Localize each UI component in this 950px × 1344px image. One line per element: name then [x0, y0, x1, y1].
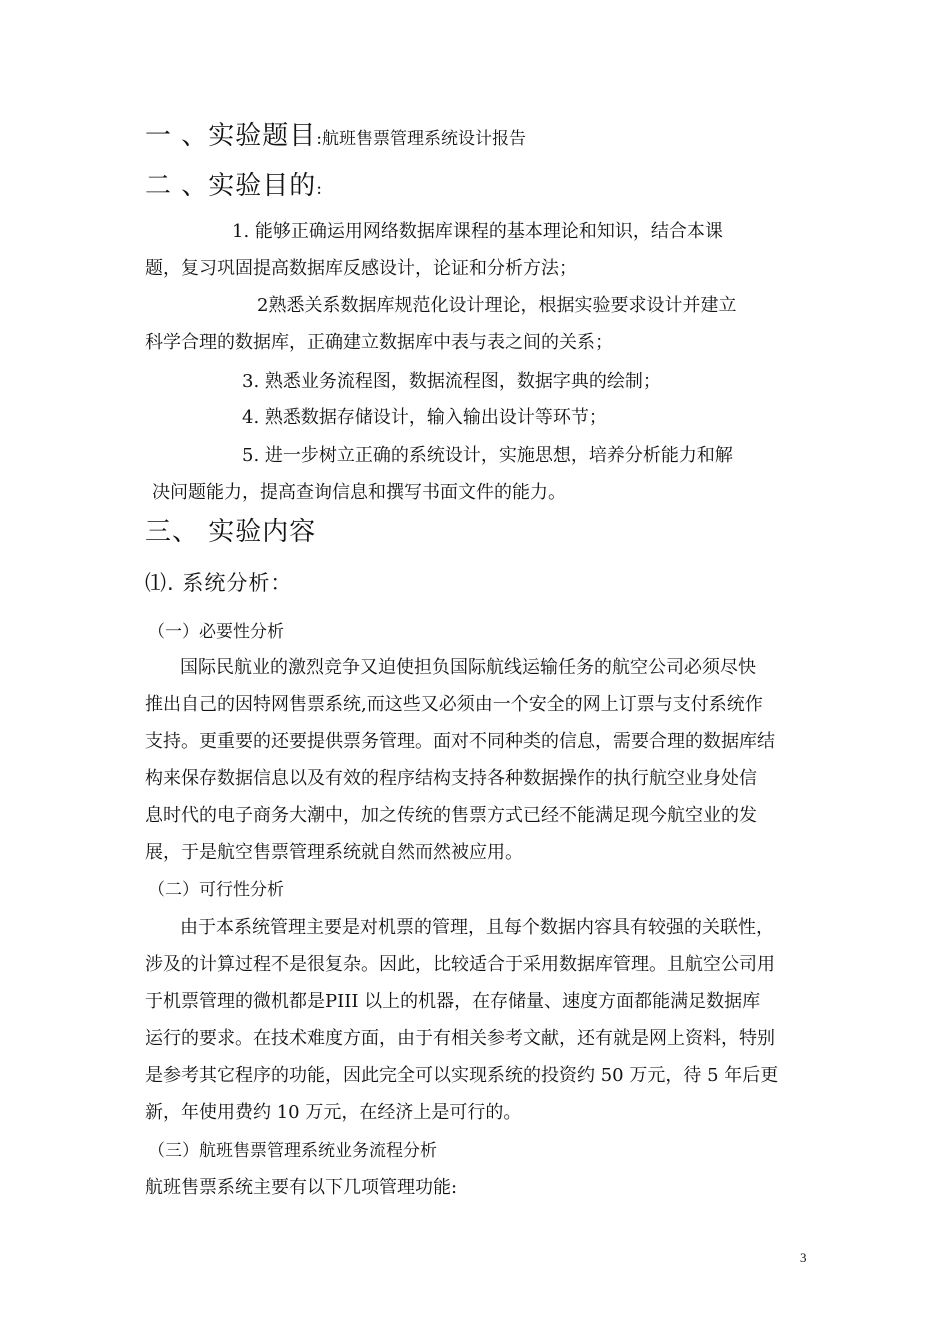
paragraph-line: 由于本系统管理主要是对机票的管理，且每个数据内容具有较强的关联性， [180, 917, 774, 938]
heading-experiment-content: 三、 实验内容 [145, 517, 317, 547]
heading-label: 二 、实验目的 [145, 171, 317, 201]
paragraph-line: 运行的要求。在技术难度方面，由于有相关参考文献，还有就是网上资料，特别 [145, 1028, 775, 1049]
objective-line: 4. 熟悉数据存储设计，输入输出设计等环节； [242, 407, 607, 428]
subheading-feasibility: （二）可行性分析 [148, 880, 284, 900]
objective-line: 2熟悉关系数据库规范化设计理论，根据实验要求设计并建立 [257, 295, 737, 316]
heading-suffix: : [316, 179, 322, 199]
subheading-necessity: （一）必要性分析 [148, 622, 284, 642]
objective-line: 决问题能力，提高查询信息和撰写书面文件的能力。 [152, 482, 566, 503]
heading-label: 一 、实验题目 [145, 121, 317, 151]
paragraph-line: 展，于是航空售票管理系统就自然而然被应用。 [145, 842, 523, 863]
paragraph-line: 航班售票系统主要有以下几项管理功能: [145, 1177, 458, 1198]
paragraph-line: 涉及的计算过程不是很复杂。因此，比较适合于采用数据库管理。且航空公司用 [145, 954, 775, 975]
objective-line: 科学合理的数据库，正确建立数据库中表与表之间的关系； [145, 332, 613, 353]
paragraph-line: 于机票管理的微机都是PIII 以上的机器，在存储量、速度方面都能满足数据库 [145, 991, 761, 1012]
heading-title-text: :航班售票管理系统设计报告 [316, 129, 526, 149]
objective-line: 1. 能够正确运用网络数据库课程的基本理论和知识，结合本课 [232, 221, 723, 242]
objective-line: 3. 熟悉业务流程图，数据流程图，数据字典的绘制； [242, 371, 661, 392]
paragraph-line: 新，年使用费约 10 万元，在经济上是可行的。 [145, 1102, 522, 1123]
paragraph-line: 推出自己的因特网售票系统,而这些又必须由一个安全的网上订票与支付系统作 [145, 694, 763, 715]
objective-line: 5. 进一步树立正确的系统设计，实施思想，培养分析能力和解 [242, 445, 733, 466]
paragraph-line: 支持。更重要的还要提供票务管理。面对不同种类的信息，需要合理的数据库结 [145, 731, 775, 752]
paragraph-line: 是参考其它程序的功能，因此完全可以实现系统的投资约 50 万元，待 5 年后更 [145, 1065, 779, 1086]
heading-experiment-purpose [145, 170, 322, 205]
heading-experiment-title [145, 120, 526, 155]
section-system-analysis: ⑴. 系统分析： [145, 571, 293, 595]
objective-line: 题，复习巩固提高数据库反感设计，论证和分析方法； [145, 258, 577, 279]
paragraph-line: 构来保存数据信息以及有效的程序结构支持各种数据操作的执行航空业身处信 [145, 768, 757, 789]
page-number: 3 [800, 1250, 807, 1265]
subheading-business-flow: （三）航班售票管理系统业务流程分析 [148, 1141, 437, 1161]
paragraph-line: 息时代的电子商务大潮中，加之传统的售票方式已经不能满足现今航空业的发 [145, 805, 757, 826]
paragraph-line: 国际民航业的激烈竞争又迫使担负国际航线运输任务的航空公司必须尽快 [180, 657, 756, 678]
